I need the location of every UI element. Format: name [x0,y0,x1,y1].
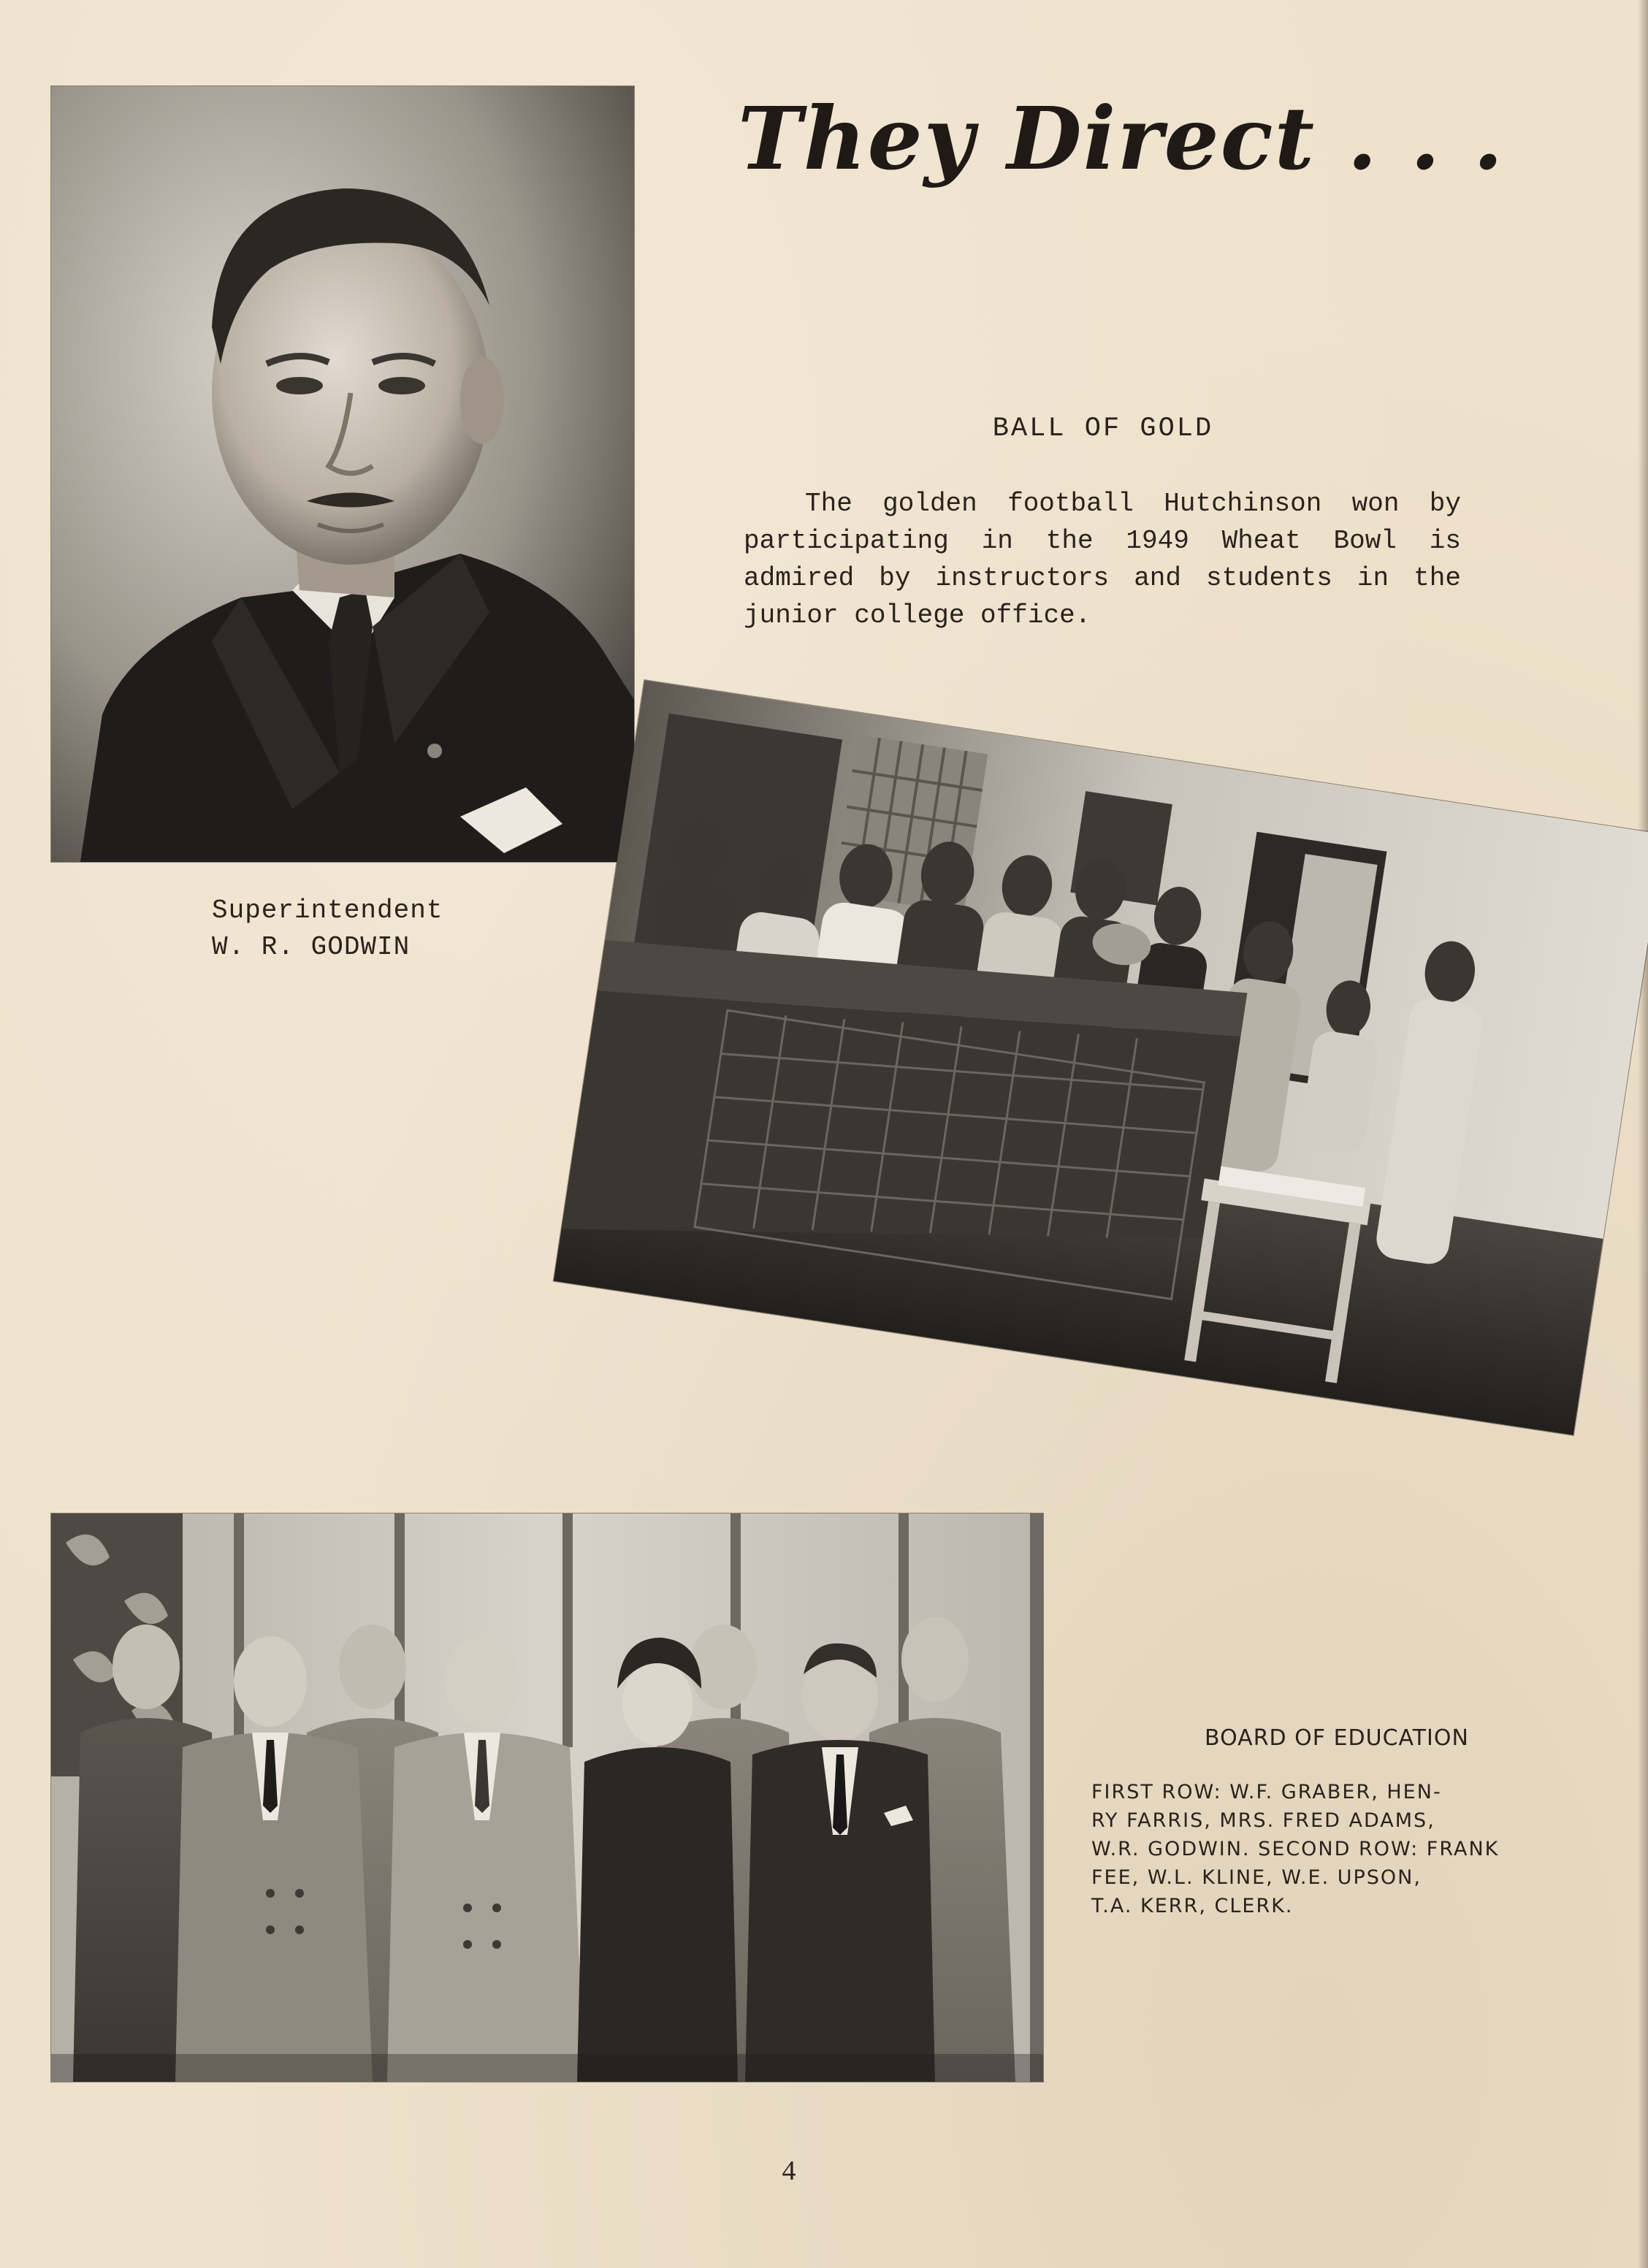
board-caption-line: W.R. GODWIN. SECOND ROW: FRANK [1091,1838,1500,1860]
portrait-caption [212,893,443,966]
board-photo-caption [1091,1778,1500,1920]
page-number: 4 [782,2156,796,2186]
superintendent-portrait-photo [51,86,634,862]
portrait-caption-title: Superintendent [212,896,443,925]
office-section-title: BALL OF GOLD [992,413,1214,444]
board-caption-line: RY FARRIS, MRS. FRED ADAMS, [1091,1809,1435,1832]
board-caption-line: FIRST ROW: W.F. GRABER, HEN- [1091,1781,1442,1803]
office-photo-caption: The golden football Hutchinson won by participating in the 1949 Wheat Bowl is admired by instructors and students in the junior college office. [744,489,1461,630]
portrait-caption-name: W. R. GODWIN [212,932,411,962]
page-edge-shadow [1638,0,1648,2268]
board-caption-line: T.A. KERR, CLERK. [1091,1895,1294,1917]
board-of-education-photo [51,1513,1043,2082]
board-caption-line: FEE, W.L. KLINE, W.E. UPSON, [1091,1866,1422,1889]
page-heading: They Direct . . . [738,88,1505,189]
college-office-photo [554,680,1648,1435]
board-section-title: BOARD OF EDUCATION [1205,1725,1469,1751]
